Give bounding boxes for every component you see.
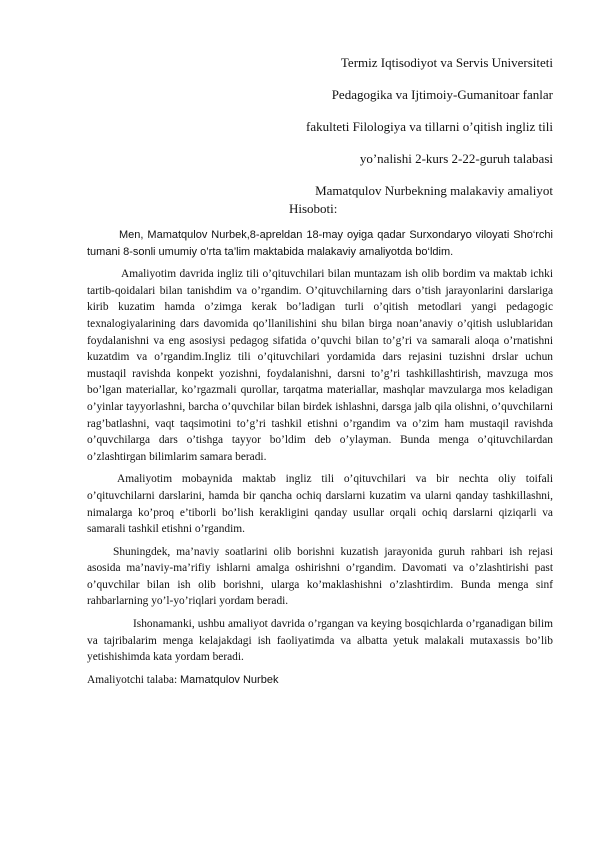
paragraph-open-lessons: Amaliyotim mobaynida maktab ingliz tili o’qituvchilari va bir nechta oliy toifali o’qituvchilarni darslarini, hamda bir qancha ochiq darslarni kuzatim va ularni qanday tashkillashni, nimalarga ko’proq e’tiborli bo’lish kerakligini qanday usullar orqali ochiq darslarni qiziqarli va samarali tashkil etishni o’rgandim. (87, 473, 553, 536)
header-faculty-line-1: Pedagogika va Ijtimoiy-Gumanitoar fanlar (331, 87, 553, 102)
signature-name: Mamatqulov Nurbek (180, 673, 279, 686)
signature-label: Amaliyotchi talaba: (87, 673, 178, 686)
signature-line (87, 672, 553, 689)
header-faculty-line-2: fakulteti Filologiya va tillarni o’qitish ingliz tili (306, 119, 553, 134)
report-title: Hisoboti: (289, 201, 338, 216)
header-direction: yo’nalishi 2-kurs 2-22-guruh talabasi (359, 151, 553, 166)
paragraph-spiritual-hours: Shuningdek, ma’naviy soatlarini olib borishni kuzatish jarayonida guruh rahbari ish rejasi asosida ma’naviy-ma’rifiy ishlarni amalga oshirishni o’rgandim. Davomati va o’zlashtirishi past o’quvchilar bilan ish olib borishni, ularga ko’maklashishni o’zlashtirdim. Bunda menga sinf rahbarlarning yo’l-yo’riqlari yordam beradi. (87, 545, 553, 608)
document-header (90, 55, 553, 215)
header-author: Mamatqulov Nurbekning malakaviy amaliyot (315, 183, 553, 198)
paragraph-conclusion: Ishonamanki, ushbu amaliyot davrida o’rgangan va keying bosqichlarda o’rganadigan bilim va tajribalarim menga kelajakdagi ish faoliyatimda va albatta yetuk malakali mutaxassis bo’lib yetishishimda kata yordam beradi. (87, 618, 553, 664)
header-university: Termiz Iqtisodiyot va Servis Universiteti (340, 55, 553, 70)
paragraph-observation: Amaliyotim davrida ingliz tili o’qituvchilari bilan muntazam ish olib bordim va maktab ichki tartib-qoidalari bilan tanishdim va o’rgandim. O’qituvchilarning dars o’tish jarayonlarini darslariga kirib kuzatim hamda o’zimga kerak bo’ladigan turli o’qitish metodlari yangi pedagogic texnalogiyalarining dars davomida qo’llanilishini shu bilan birga noan’anaviy o’qitish uslublaridan foydalanishni va eng asosiysi pedagog sifatida o’quvchi bilan to’g’ri va samarali aloqa o’rnatishni kuzatdim va o’rgandim.Ingliz tili o’qituvchilari yordamida dars rejasini tuzishni drslar uchun mustaqil ravishda konpekt yozishni, foydalanishni, darsni to’g’ri tashkillashtirish, mavzuga mos bo’lgan materiallar, ko’rgazmali qurollar, tarqatma materiallar, mashqlar mavzularga mos keladigan o’yinlar tayyorlashni, barcha o’quvchilar bilan birdek ishlashni, darsga jalb qila olishni, o’quvchilarni rag’batlashni, vaqt taqsimotini to’g’ri tashkil etishni o’rgandim va o’zim ham mustaqil ravishda o’quvchilarga dars o’tishga tayyor bo’ldim deb o’ylayman. Bunda menga o’qituvchilardan o’zlashtirgan bilimlarim samara beradi. (87, 268, 553, 463)
paragraph-introduction: Men, Mamatqulov Nurbek,8-apreldan 18-may oyiga qadar Surxondaryo viloyati Sho‘rchi tumani 8-sonli umumiy o’rta ta’lim maktabida malakaviy amaliyotda bo‘ldim. (87, 229, 553, 258)
report-body (87, 227, 553, 688)
